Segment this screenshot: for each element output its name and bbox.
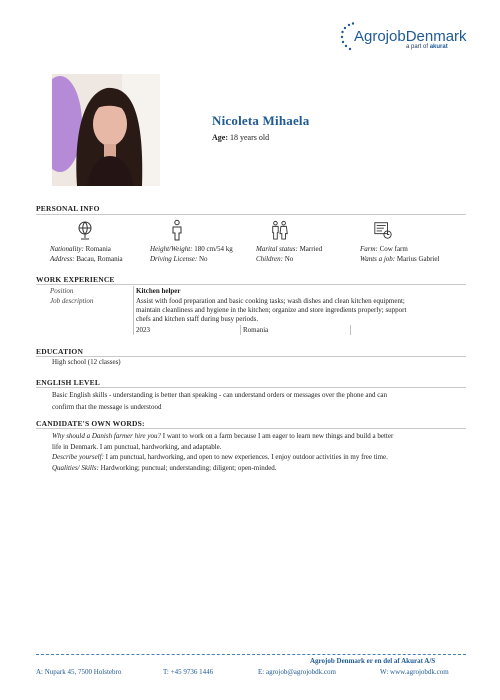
- children-info: Children: No: [256, 255, 294, 263]
- address-info: Address: Bacau, Romania: [50, 255, 123, 263]
- footer-email[interactable]: E: agrojob@agrojobdk.com: [258, 668, 336, 676]
- education-text: High school (12 classes): [52, 358, 121, 366]
- work-year: 2023: [136, 326, 150, 334]
- wants-job-info: Wants a job: Marius Gabriel: [360, 255, 440, 263]
- english-level-text: Basic English skills - understanding is better than speaking - can understand orders or messages over the phone and can confirm that the message is understood: [52, 391, 387, 411]
- candidate-age: Age: 18 years old: [212, 133, 270, 142]
- position-value: Kitchen helper: [136, 287, 181, 295]
- footer-company: Agrojob Denmark er en del af Akurat A/S: [310, 657, 436, 665]
- divider: [36, 356, 466, 357]
- divider: [36, 387, 466, 388]
- divider: [36, 214, 466, 215]
- divider: [36, 428, 466, 429]
- nationality-info: Nationality: Romania: [50, 245, 111, 253]
- section-title-own-words: CANDIDATE'S OWN WORDS:: [36, 419, 145, 428]
- table-divider: [133, 286, 134, 335]
- job-description-text: Assist with food preparation and basic cooking tasks; wash dishes and clean kitchen equipment; maintain cleanliness and hygiene in the kitchen; organize and store ingredients properly; support chefs and kitchen staff during busy periods.: [136, 297, 407, 323]
- company-logo: [340, 22, 470, 62]
- footer-website[interactable]: W: www.agrojobdk.com: [380, 668, 449, 676]
- footer-address: A: Nupark 45, 7500 Holstebro: [36, 668, 122, 676]
- job-description-label: Job description: [50, 297, 94, 305]
- own-words-text: Why should a Danish farmer hire you? I want to work on a farm because I am eager to learn new things and build a better life in Denmark. I am punctual, hardworking, and adaptable. Describe yourself: I am punctual, hardworking, and open to new experiences. I enjoy outdoor activities in my free time. Qualities/ Skills: Hardworking; punctual; understanding; diligent; open-minded.: [52, 432, 394, 472]
- candidate-name: Nicoleta Mihaela: [212, 113, 310, 128]
- section-title-english-level: ENGLISH LEVEL: [36, 378, 101, 387]
- family-icon: [270, 219, 290, 241]
- divider: [36, 284, 466, 285]
- briefcase-document-icon: [373, 219, 393, 241]
- person-icon: [167, 219, 187, 241]
- table-divider: [350, 325, 351, 335]
- position-label: Position: [50, 287, 74, 295]
- driving-license-info: Driving License: No: [150, 255, 208, 263]
- footer-phone: T: +45 9736 1446: [163, 668, 214, 676]
- height-weight-info: Height/Weight: 180 cm/54 kg: [150, 245, 233, 253]
- logo-subtitle: a part of akurat: [406, 44, 448, 50]
- section-title-personal-info: PERSONAL INFO: [36, 204, 100, 213]
- globe-icon: [75, 219, 95, 241]
- marital-status-info: Marital status: Married: [256, 245, 323, 253]
- work-country: Romania: [243, 326, 269, 334]
- candidate-photo: [52, 74, 160, 186]
- footer-divider: [36, 654, 466, 655]
- table-divider: [240, 325, 241, 335]
- farm-info: Farm: Cow farm: [360, 245, 408, 253]
- logo-brand: AgrojobDenmark: [354, 28, 467, 45]
- section-title-work-experience: WORK EXPERIENCE: [36, 275, 115, 284]
- section-title-education: EDUCATION: [36, 347, 84, 356]
